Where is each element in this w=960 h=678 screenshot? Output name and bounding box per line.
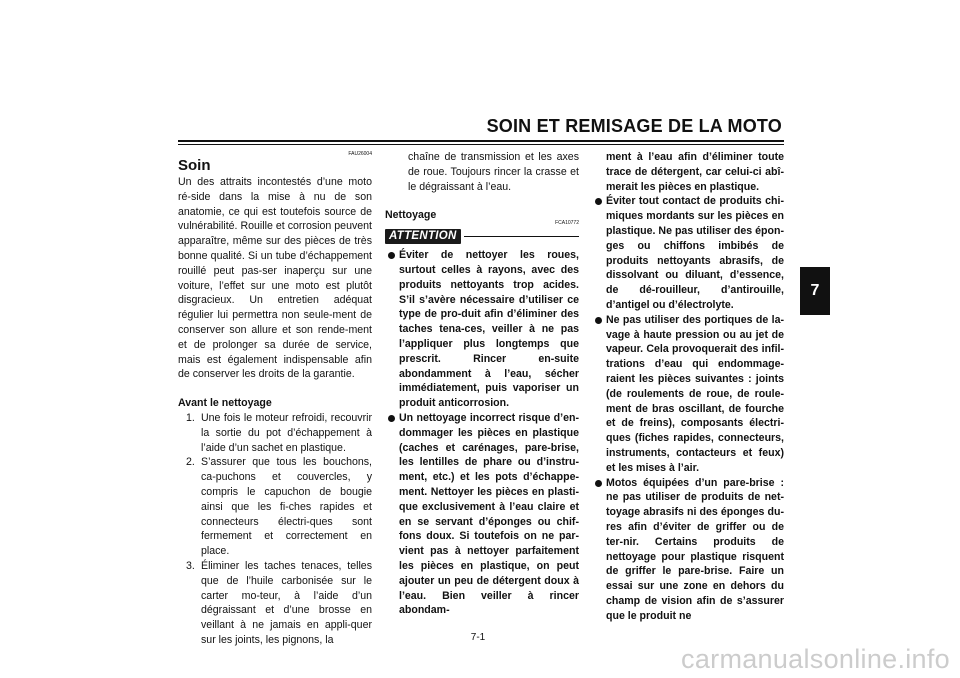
section-heading: Soin xyxy=(178,157,211,174)
title-rule-thin xyxy=(178,144,784,145)
bullet-item xyxy=(385,248,579,411)
attention-bullets-continued xyxy=(592,194,784,623)
bullet-text: Ne pas utiliser des portiques de la-vage à haute pression ou au jet de vapeur. Cela provoquerait des infil-trations d’eau qui endommage-raient les pièces suivantes : joints (de roulements de roue, de roule-ment de bras oscillant, de fourche et de freins), composants électri-ques (fiches rapides, connecteurs, instruments, contacteurs et feux) et les mises à l’air. xyxy=(606,313,784,474)
step-number: 2. xyxy=(186,456,195,469)
bullet-text-part2: ment à l’eau afin d’éliminer toute trace de détergent, car celui-ci abî-merait les pièces en plastique. xyxy=(606,151,784,193)
step-item xyxy=(178,455,372,559)
bullet-text: Motos équipées d’un pare-brise : ne pas utiliser de produits de net-toyage abrasifs ni des éponges du-res afin d’éviter de griffer ou de ter-nir. Certains produits de nettoyage pour plastique risquent de griffer le pare-brise. Faire un essai sur une zone en dehors du champ de vision afin de s’assurer que le produit ne xyxy=(606,476,784,622)
page-number: 7-1 xyxy=(470,632,486,643)
column-2 xyxy=(385,150,579,618)
bullet-dot-icon xyxy=(388,252,395,259)
attention-rule xyxy=(464,236,579,238)
column-1 xyxy=(178,150,372,648)
before-cleaning-heading: Avant le nettoyage xyxy=(178,397,272,410)
cleaning-heading: Nettoyage xyxy=(385,209,437,222)
bullet-item xyxy=(592,194,784,312)
section-code: FAU26004 xyxy=(348,151,372,157)
bullet-text: Éviter de nettoyer les roues, surtout celles à rayons, avec des produits nettoyants trop acides. S’il s’avère nécessaire d’utiliser ce type de pro-duit afin d’éliminer des taches tena-ces, veiller à ne pas l’appliquer plus longtemps que prescrit. Rincer en-suite abondamment à l’eau, sécher immédiatement, puis vaporiser un produit anticorrosion. xyxy=(399,249,579,410)
bullet-dot-icon xyxy=(595,198,602,205)
attention-banner xyxy=(385,229,579,244)
bullet-text: Éviter tout contact de produits chi-miques mordants sur les pièces en plastique. Ne pas utiliser des épon-ges ou chiffons imbibés de produits nettoyants abrasifs, de dissolvant ou diluant, d’essence, de dé-rouilleur, d’antirouille, d’antigel ou d’électrolyte. xyxy=(606,195,784,311)
step-text-part2: chaîne de transmission et les axes de roue. Toujours rincer la crasse et le dégraissant à l’eau. xyxy=(408,151,579,193)
step-text: Une fois le moteur refroidi, recouvrir la sortie du pot d’échappement à l’aide d’un sachet en plastique. xyxy=(201,411,372,454)
bullet-item xyxy=(592,313,784,476)
step-item xyxy=(178,411,372,455)
cleaning-code: FCA10772 xyxy=(555,220,579,227)
bullet-dot-icon xyxy=(595,317,602,324)
attention-bullets xyxy=(385,248,579,618)
attention-badge: ATTENTION xyxy=(385,229,461,244)
watermark: carmanualsonline.info xyxy=(681,644,950,674)
title-rule xyxy=(178,140,784,142)
step-item xyxy=(178,559,372,648)
bullet-dot-icon xyxy=(388,415,395,422)
step-number: 1. xyxy=(186,411,195,424)
step-number: 3. xyxy=(186,559,195,572)
bullet-text-part1: Un nettoyage incorrect risque d’en-dommager les pièces en plastique (caches et carénages, pare-brise, les lentilles de phare ou d’instru-ment, etc.) et les pots d’échappe-ment. Nettoyer les pièces en plasti-que exclusivement à l’eau claire et en se servant d’éponges ou chif-fons doux. Si toutefois on ne par-vient pas à nettoyer parfaitement les pièces en plastique, on peut ajouter un peu de détergent doux à l’eau. Bien veiller à rincer abondam- xyxy=(399,411,579,617)
intro-paragraph: Un des attraits incontestés d’une moto ré-side dans la mise à nu de son anatomie, ce qui est toutefois source de vulnérabilité. Rouille et corrosion peuvent apparaître, même sur des pièces de très bonne qualité. Si un tube d’échappement rouillé peut pas-ser inaperçu sur une voiture, l’effet sur une moto est plutôt disgracieux. Un entretien adéquat régulier lui permettra non seule-ment de conserver son allure et son rende-ment et de prolonger sa durée de service, mais est également indispensable afin de conserver les droits de la garantie. xyxy=(178,176,372,381)
bullet-item xyxy=(592,476,784,624)
step-text: S’assurer que tous les bouchons, ca-puchons et couvercles, y compris le capuchon de bougie ainsi que les fi-ches rapides et connecteurs électri-ques sont fermement et correctement en place. xyxy=(201,456,372,558)
page-title: SOIN ET REMISAGE DE LA MOTO xyxy=(486,116,782,136)
chapter-tab: 7 xyxy=(800,267,830,315)
column-3 xyxy=(592,150,784,624)
bullet-item xyxy=(385,411,579,618)
steps-list xyxy=(178,411,372,648)
step-text-part1: Éliminer les taches tenaces, telles que de l’huile carbonisée sur le carter mo-teur, à l’aide d’un dégraissant et d’une brosse en veillant à ne jamais en appli-quer sur les joints, les pignons, la xyxy=(201,559,372,646)
bullet-dot-icon xyxy=(595,480,602,487)
